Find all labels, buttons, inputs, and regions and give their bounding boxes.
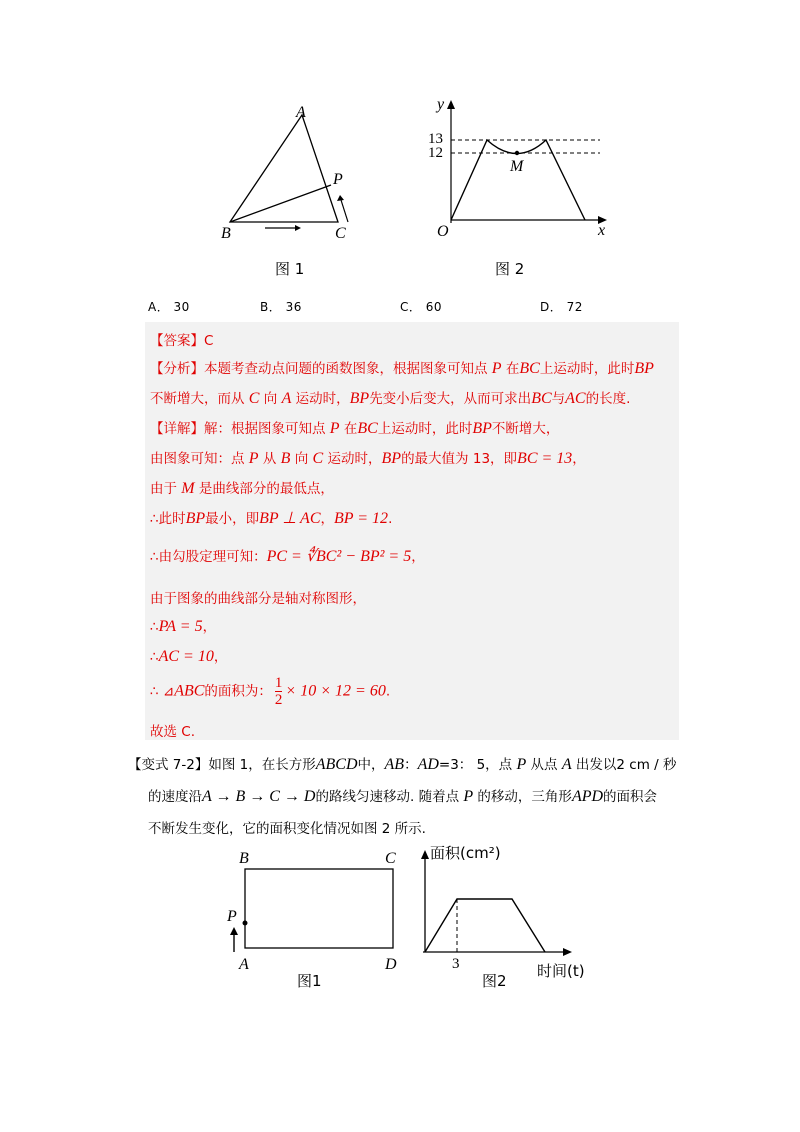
problem-line-3: 不断发生变化，它的面积变化情况如图 2 所示. [148, 821, 426, 837]
triangle-abc [230, 115, 338, 222]
arrow-up-head [230, 927, 238, 935]
detail-line-3: 由于 M 是曲线部分的最低点， [150, 480, 334, 497]
problem-line-1: 【变式 7-2】如图 1，在长方形ABCD中，AB：AD=3： 5，点 P 从点 A 出发以2 cm / 秒 [128, 756, 677, 773]
rectangle-abcd [245, 869, 393, 948]
area-graph [415, 845, 575, 965]
rect-label-c: C [385, 850, 396, 867]
point-p [243, 921, 248, 926]
x-axis-label: x [598, 222, 606, 239]
arrow-bc-head [295, 225, 301, 231]
label-p: P [333, 171, 343, 188]
rect-caption: 图1 [297, 972, 322, 990]
rect-label-a: A [239, 956, 249, 973]
detail-line-6: 由于图象的曲线部分是轴对称图形， [150, 591, 366, 607]
arrow-cp-head [337, 195, 344, 201]
detail-line-4: ∴此时BP最小，即BP ⊥ AC，BP = 12. [150, 510, 393, 527]
segment-bp [230, 185, 331, 222]
area-xlabel: 时间(t) [537, 962, 585, 980]
area-y-arrow [421, 850, 429, 859]
area-curve [425, 899, 545, 952]
detail-line-2: 由图象可知：点 P 从 B 向 C 运动时，BP的最大值为 13，即BC = 13， [150, 450, 586, 467]
area-caption: 图2 [482, 972, 507, 990]
option-c: C． 60 [400, 300, 442, 314]
choice-line: 故选 C. [150, 724, 196, 740]
analysis-line-2: 不断增大，而从 C 向 A 运动时，BP先变小后变大，从而可求出BC与AC的长度. [150, 390, 631, 407]
rect-label-d: D [385, 956, 397, 973]
detail-line-1: 【详解】解：根据图象可知点 P 在BC上运动时，此时BP不断增大， [150, 420, 560, 437]
detail-line-5: ∴由勾股定理可知：PC = ∜BC² − BP² = 5， [150, 548, 425, 565]
area-x-arrow [563, 948, 572, 956]
area-tick-3: 3 [452, 956, 460, 972]
point-m-label: M [510, 158, 524, 175]
answer-line: 【答案】C [150, 333, 214, 349]
arrow-cp [341, 200, 348, 222]
fig2-caption: 图 2 [495, 260, 525, 278]
option-a: A． 30 [148, 300, 190, 314]
detail-line-7: ∴PA = 5， [150, 618, 217, 635]
fraction-half: $\frac{1}{2}$ [274, 675, 283, 708]
y-axis-label: y [437, 96, 445, 113]
point-m [515, 151, 519, 155]
area-ylabel: 面积(cm²) [430, 844, 501, 862]
rect-label-p: P [227, 908, 237, 925]
tick-12: 12 [428, 145, 443, 161]
detail-line-8: ∴AC = 10， [150, 648, 228, 665]
problem-line-2: 的速度沿A → B → C → D的路线匀速移动. 随着点 P 的移动，三角形APD的面积会 [148, 788, 658, 805]
y-axis-arrow [447, 100, 455, 109]
tick-13: 13 [428, 131, 443, 147]
label-a: A [296, 104, 306, 121]
option-b: B． 36 [260, 300, 302, 314]
analysis-line-1: 【分析】本题考查动点问题的函数图象，根据图象可知点 P 在BC上运动时，此时BP [150, 360, 654, 377]
rect-label-b: B [239, 850, 249, 867]
label-c: C [335, 225, 346, 242]
fig1-caption: 图 1 [275, 260, 305, 278]
label-b: B [221, 225, 231, 242]
option-d: D． 72 [540, 300, 583, 314]
rectangle-figure [225, 860, 405, 960]
detail-line-9: ∴ ⊿ABC的面积为： $\frac{1}{2}$ × 10 × 12 = 60. [150, 675, 391, 708]
origin-label: O [437, 223, 449, 240]
